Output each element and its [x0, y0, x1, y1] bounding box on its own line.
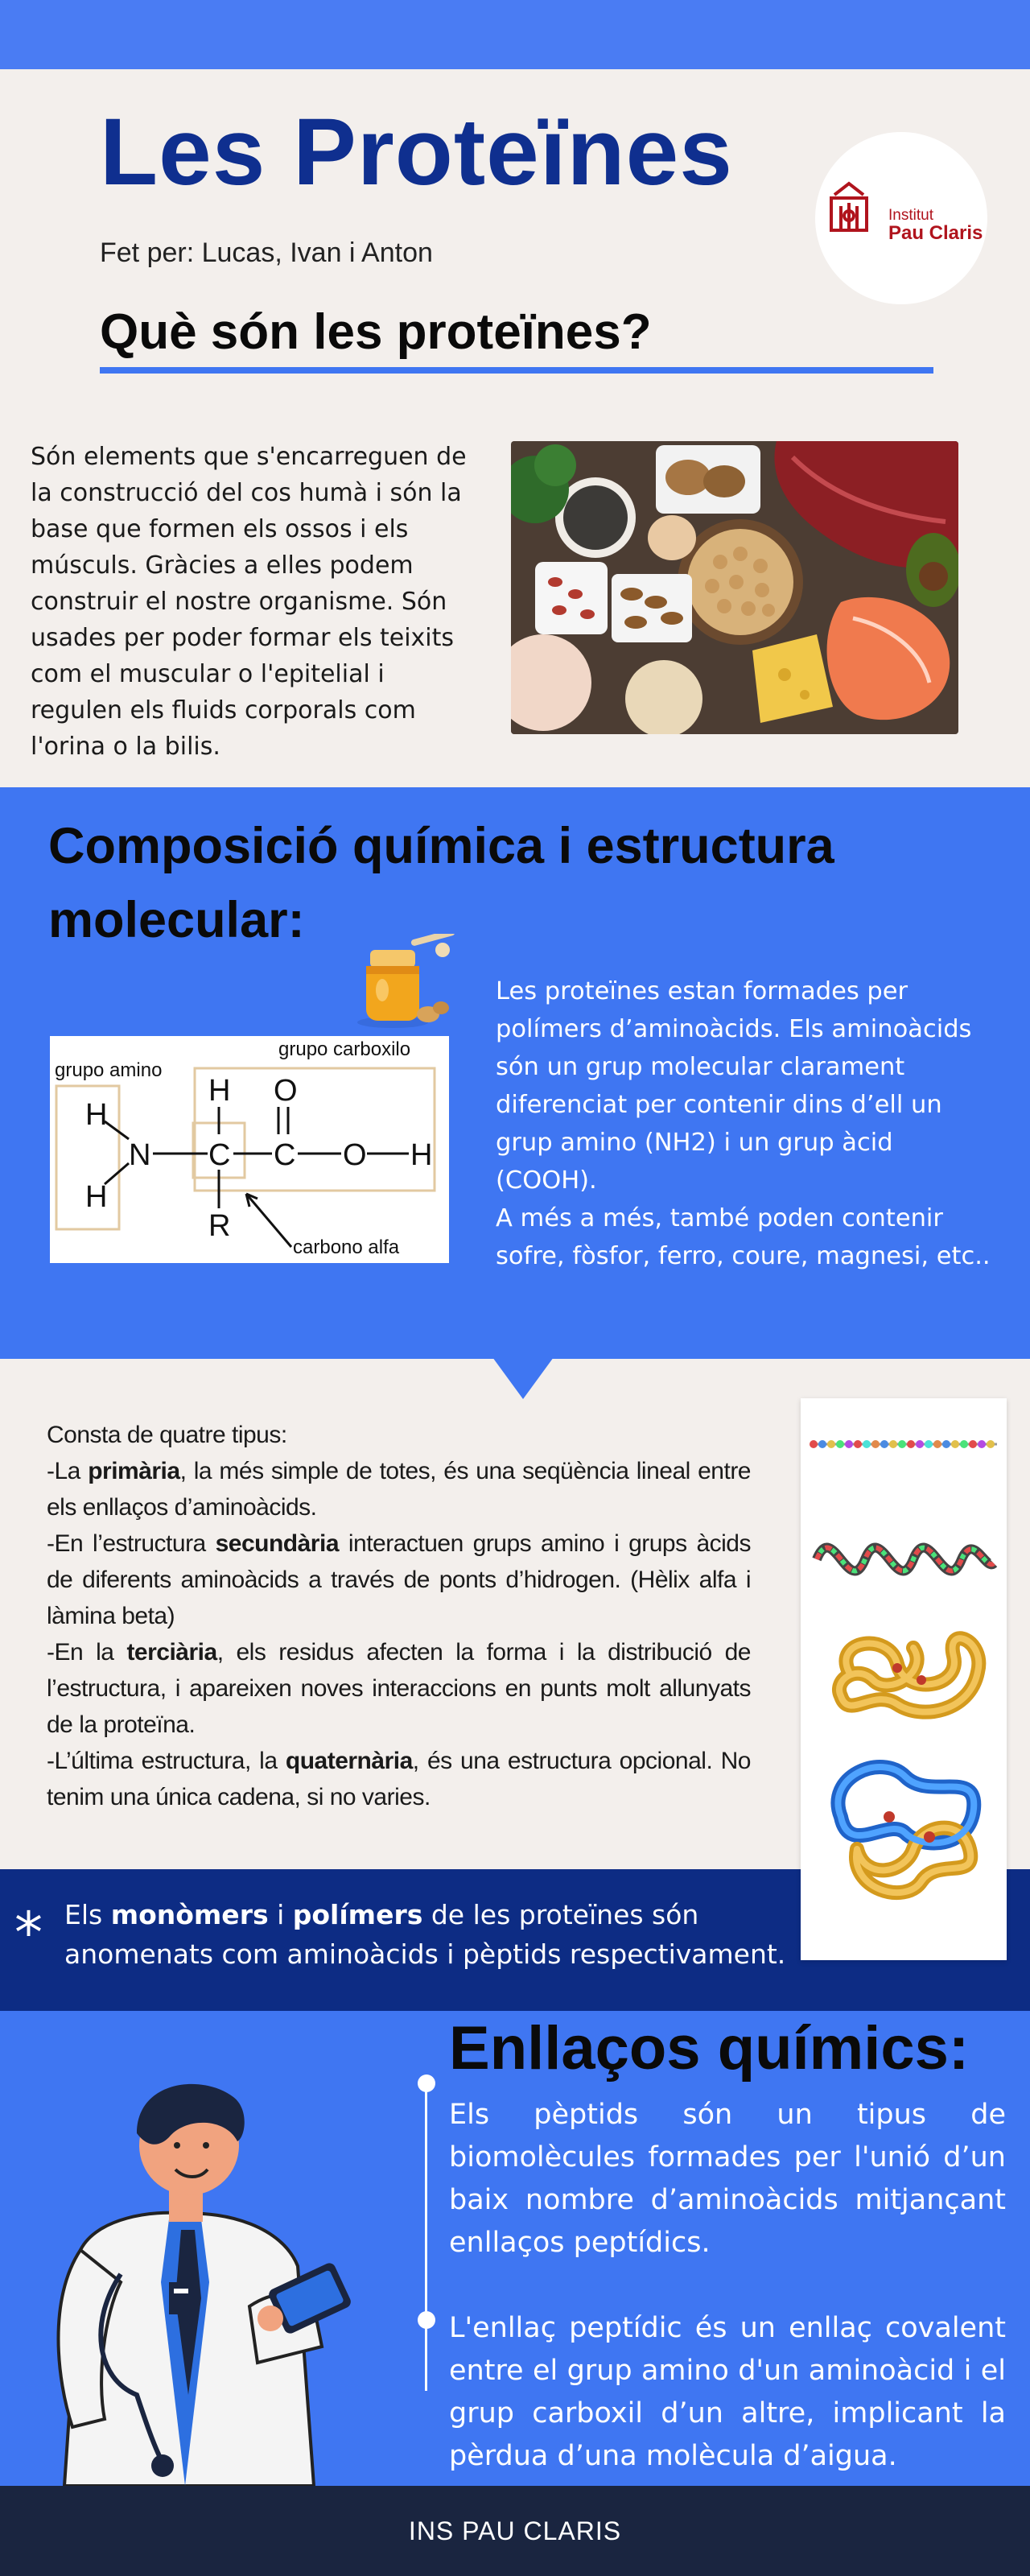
composition-paragraph-2: A més a més, també poden contenir sofre, fòsfor, ferro, coure, magnesi, etc.. — [496, 1204, 991, 1270]
type-secondary: -En l’estructura secundària interactuen grups amino i grups àcids de diferents aminoàcids a través de ponts d’hidrogen. (Hèlix alfa i làmina beta) — [47, 1530, 751, 1629]
label-carbono-alfa: carbono alfa — [293, 1236, 400, 1258]
intro-text: Són elements que s'encarreguen de la construcció del cos humà i són la base que formen els ossos i els músculs. Gràcies a elles podem construir el nostre organisme. Són usades per poder formar els teixits com el muscular o l'epitelial i regulen els fluids corporals com l'orina o la bilis. — [31, 443, 467, 761]
authors: Fet per: Lucas, Ivan i Anton — [100, 237, 433, 268]
types-intro: Consta de quatre tipus: — [47, 1422, 287, 1448]
section-pointer — [492, 1357, 554, 1399]
honey-jar-illustration — [354, 934, 459, 1030]
tertiary-structure-icon — [839, 1638, 978, 1711]
timeline-line — [425, 2083, 427, 2391]
atom-h-top: H — [85, 1098, 108, 1132]
top-bar — [0, 0, 1030, 69]
label-grupo-amino: grupo amino — [55, 1059, 163, 1081]
amino-acid-diagram — [50, 1036, 449, 1263]
composition-text — [496, 972, 995, 1275]
section-heading-what: Què són les proteïnes? — [100, 304, 652, 360]
structure-types-text — [47, 1417, 751, 1815]
protein-structures-card — [801, 1398, 1007, 1960]
page-title: Les Proteïnes — [100, 99, 733, 205]
atom-r: R — [208, 1209, 231, 1243]
atom-c-alpha: C — [208, 1138, 231, 1172]
timeline-dot-2 — [418, 2311, 435, 2329]
type-primary: -La primària, la més simple de totes, és una seqüència lineal entre els enllaços d’aminoàcids. — [47, 1458, 751, 1521]
atom-h-bottom: H — [85, 1180, 108, 1214]
type-tertiary: -En la terciària, els residus afecten la forma i la distribució de l’estructura, i apareixen noves interaccions en punts molt allunyats de la proteïna. — [47, 1639, 751, 1738]
atom-h-alpha: H — [208, 1074, 231, 1108]
asterisk-icon: * — [14, 1900, 43, 1966]
footer-text: INS PAU CLARIS — [408, 2516, 622, 2545]
protein-foods-image — [511, 441, 958, 734]
secondary-structure-icon — [817, 1548, 994, 1571]
bonds-paragraph-1: Els pèptids són un tipus de biomolècules formades per l'unió d’un baix nombre d’aminoàcids mitjançant enllaços peptídics. — [449, 2099, 1006, 2259]
atom-c-carboxyl: C — [274, 1138, 296, 1172]
monomers-text: Els monòmers i polímers de les proteïnes són anomenats com aminoàcids i pèptids respectivament. — [64, 1899, 786, 1970]
primary-structure-icon — [810, 1440, 997, 1448]
atom-o-double: O — [274, 1074, 298, 1108]
quaternary-structure-icon — [838, 1767, 974, 1893]
timeline-dot-1 — [418, 2074, 435, 2092]
label-grupo-carboxilo: grupo carboxilo — [278, 1038, 411, 1060]
bonds-paragraph-2: L'enllaç peptídic és un enllaç covalent entre el grup amino d'un aminoàcid i el grup carboxil d’un altre, implicant la pèrdua d’una molècula d’aigua. — [449, 2312, 1006, 2472]
section-heading-bonds: Enllaços químics: — [449, 2014, 970, 2083]
atom-o-single: O — [343, 1138, 367, 1172]
logo-text-institut: Institut — [888, 207, 933, 224]
section-heading-composition: Composició química i estructura molecular: — [48, 818, 834, 948]
heading-underline — [100, 367, 933, 374]
logo-text-pau-claris: Pau Claris — [888, 222, 983, 244]
atom-n: N — [129, 1138, 151, 1172]
type-quaternary: -L’última estructura, la quaternària, és una estructura opcional. No tenim una única cadena, si no varies. — [47, 1748, 751, 1810]
composition-paragraph-1: Les proteïnes estan formades per polímers d’aminoàcids. Els aminoàcids són un grup molecular clarament diferenciat per contenir dins d’ell un grup amino (NH2) i un grup àcid (COOH). — [496, 977, 972, 1195]
atom-h-carboxyl: H — [410, 1138, 433, 1172]
doctor-illustration — [16, 2041, 402, 2486]
